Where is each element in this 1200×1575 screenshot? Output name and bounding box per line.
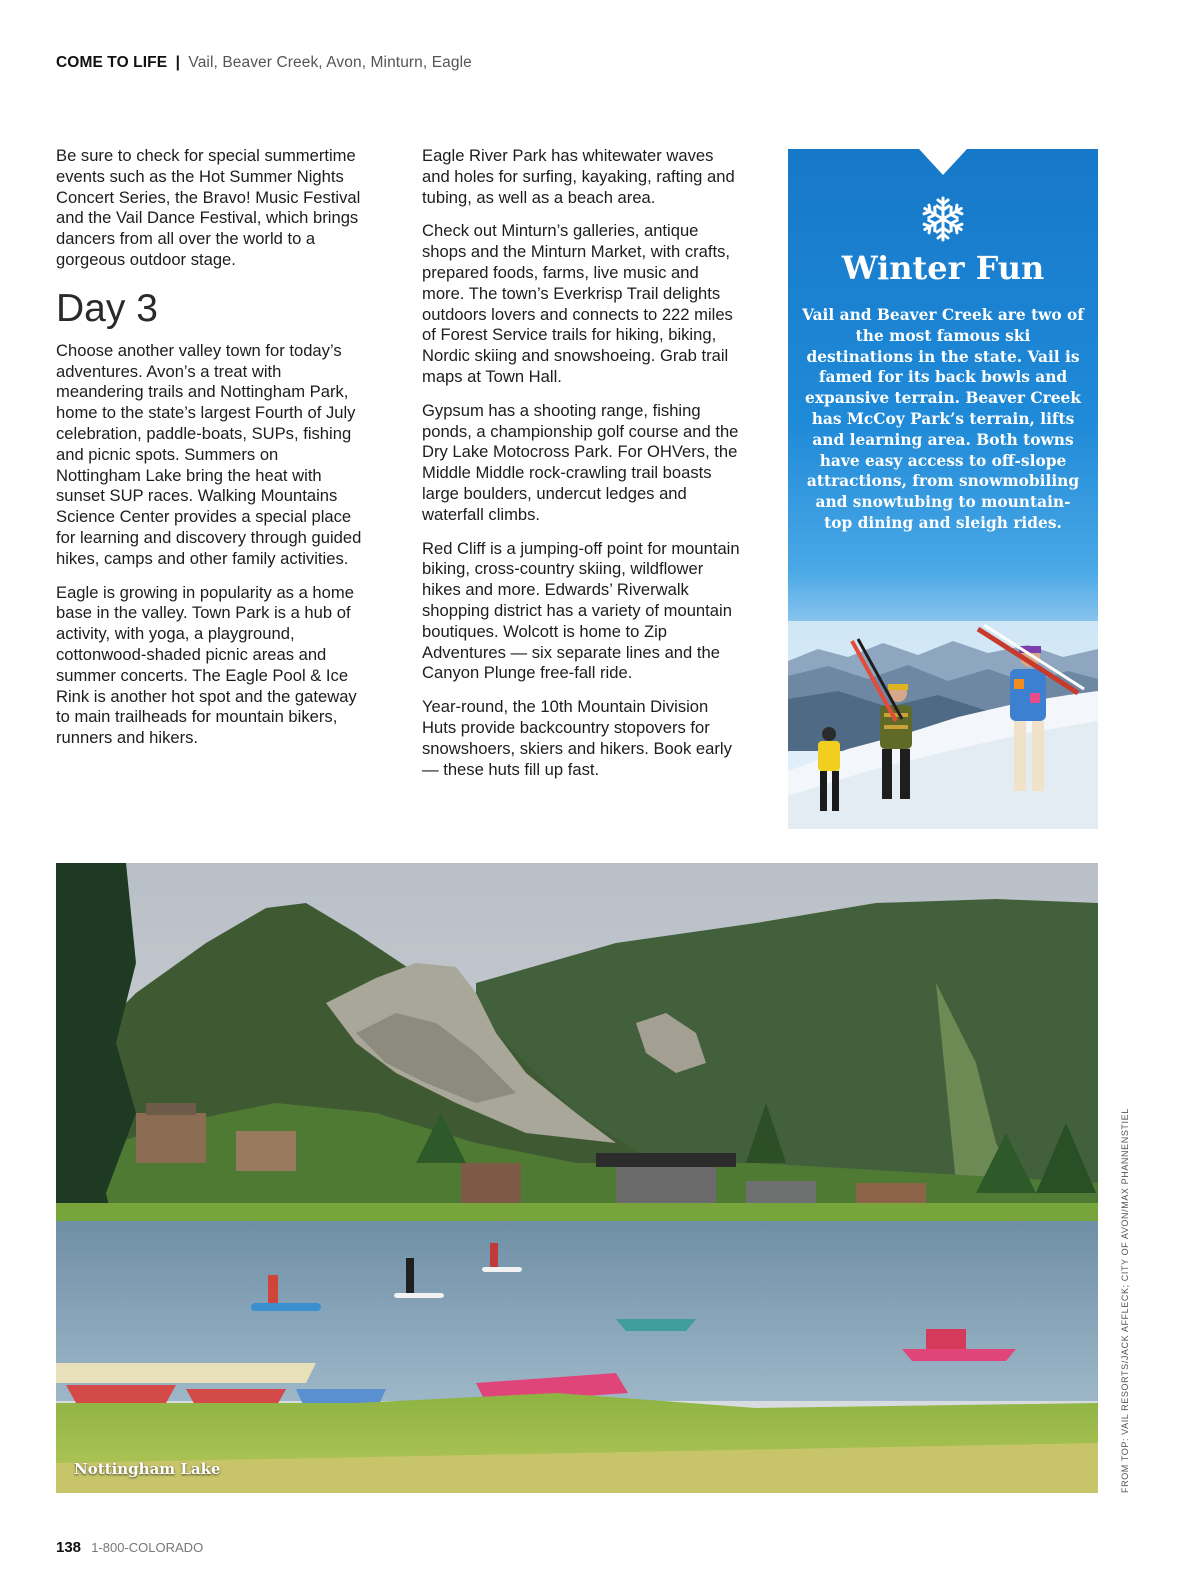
sidebar-notch [919,149,967,175]
header-separator: | [175,54,180,71]
page-header [56,54,472,72]
sidebar-title: Winter Fun [841,249,1045,287]
day-heading: Day 3 [56,286,158,330]
photo-credit: FROM TOP: VAIL RESORTS/JACK AFFLECK; CITY OF AVON/MAX PHANNENSTIEL [1120,1108,1130,1493]
winter-fun-sidebar [788,149,1098,829]
section-title: COME TO LIFE [56,54,168,71]
huts-paragraph: Year-round, the 10th Mountain Division Huts provide backcountry stopovers for snowshoers, skiers and hikers. Book early — these huts fill up fast. [422,697,732,779]
phone-number: 1-800-COLORADO [91,1540,204,1555]
minturn-paragraph: Check out Minturn’s galleries, antique shops and the Minturn Market, with crafts, prepared foods, farms, live music and more. The town’s Everkrisp Trail delights outdoors lovers and connects to 222 miles of Forest Service trails for hiking, biking, Nordic skiing and snowshoeing. Grab trail maps at Town Hall. [422,221,733,386]
article-column-left [56,146,366,762]
nottingham-lake-photo [56,863,1098,1493]
header-places: Vail, Beaver Creek, Avon, Minturn, Eagle [188,54,472,71]
avon-paragraph: Choose another valley town for today’s adventures. Avon’s a treat with meandering trails and Nottingham Park, home to the state’s largest Fourth of July celebration, paddle-boats, SUPs, fishing and picnic spots. Summers on Nottingham Lake bring the heat with sunset SUP races. Walking Mountains Science Center provides a special place for learning and discovery through guided hikes, camps and other family activities. [56,340,362,568]
snowflake-icon [919,195,967,243]
skiers-photo [788,621,1098,829]
eagle-paragraph: Eagle is growing in popularity as a home base in the valley. Town Park is a hub of activity, with yoga, a playground, cottonwood-shaded picnic areas and summer concerts. The Eagle Pool & Ice Rink is another hot spot and the gateway to main trailheads for mountain bikers, runners and hikers. [56,582,357,748]
page-number: 138 [56,1539,82,1556]
page-footer [56,1539,203,1556]
intro-paragraph: Be sure to check for special summertime events such as the Hot Summer Nights Concert Series, the Bravo! Music Festival and the Vail Dance Festival, which brings dancers from all over the world to a gorgeous outdoor stage. [56,146,361,269]
red-cliff-paragraph: Red Cliff is a jumping-off point for mountain biking, cross-country skiing, wildflower hikes and more. Edwards’ Riverwalk shopping district has a variety of mountain boutiques. Wolcott is home to Zip Adventures — six separate lines and the Canyon Plunge free-fall ride. [422,538,740,683]
photo-caption: Nottingham Lake [74,1460,221,1478]
eagle-river-paragraph: Eagle River Park has whitewater waves and holes for surfing, kayaking, rafting and tubing, as well as a beach area. [422,146,735,207]
article-column-middle [422,146,742,793]
sidebar-text: Vail and Beaver Creek are two of the most famous ski destinations in the state. Vail is famed for its back bowls and expansive terrain. Beaver Creek has McCoy Park’s terrain, lifts and learning area. Both towns have easy access to off-slope attractions, from snowmobiling and snowtubing to mountain-top dining and sleigh rides. [802,306,1084,532]
gypsum-paragraph: Gypsum has a shooting range, fishing ponds, a championship golf course and the Dry Lake Motocross Park. For OHVers, the Middle Middle rock-crawling trail boasts large boulders, undercut ledges and waterfall climbs. [422,400,739,524]
